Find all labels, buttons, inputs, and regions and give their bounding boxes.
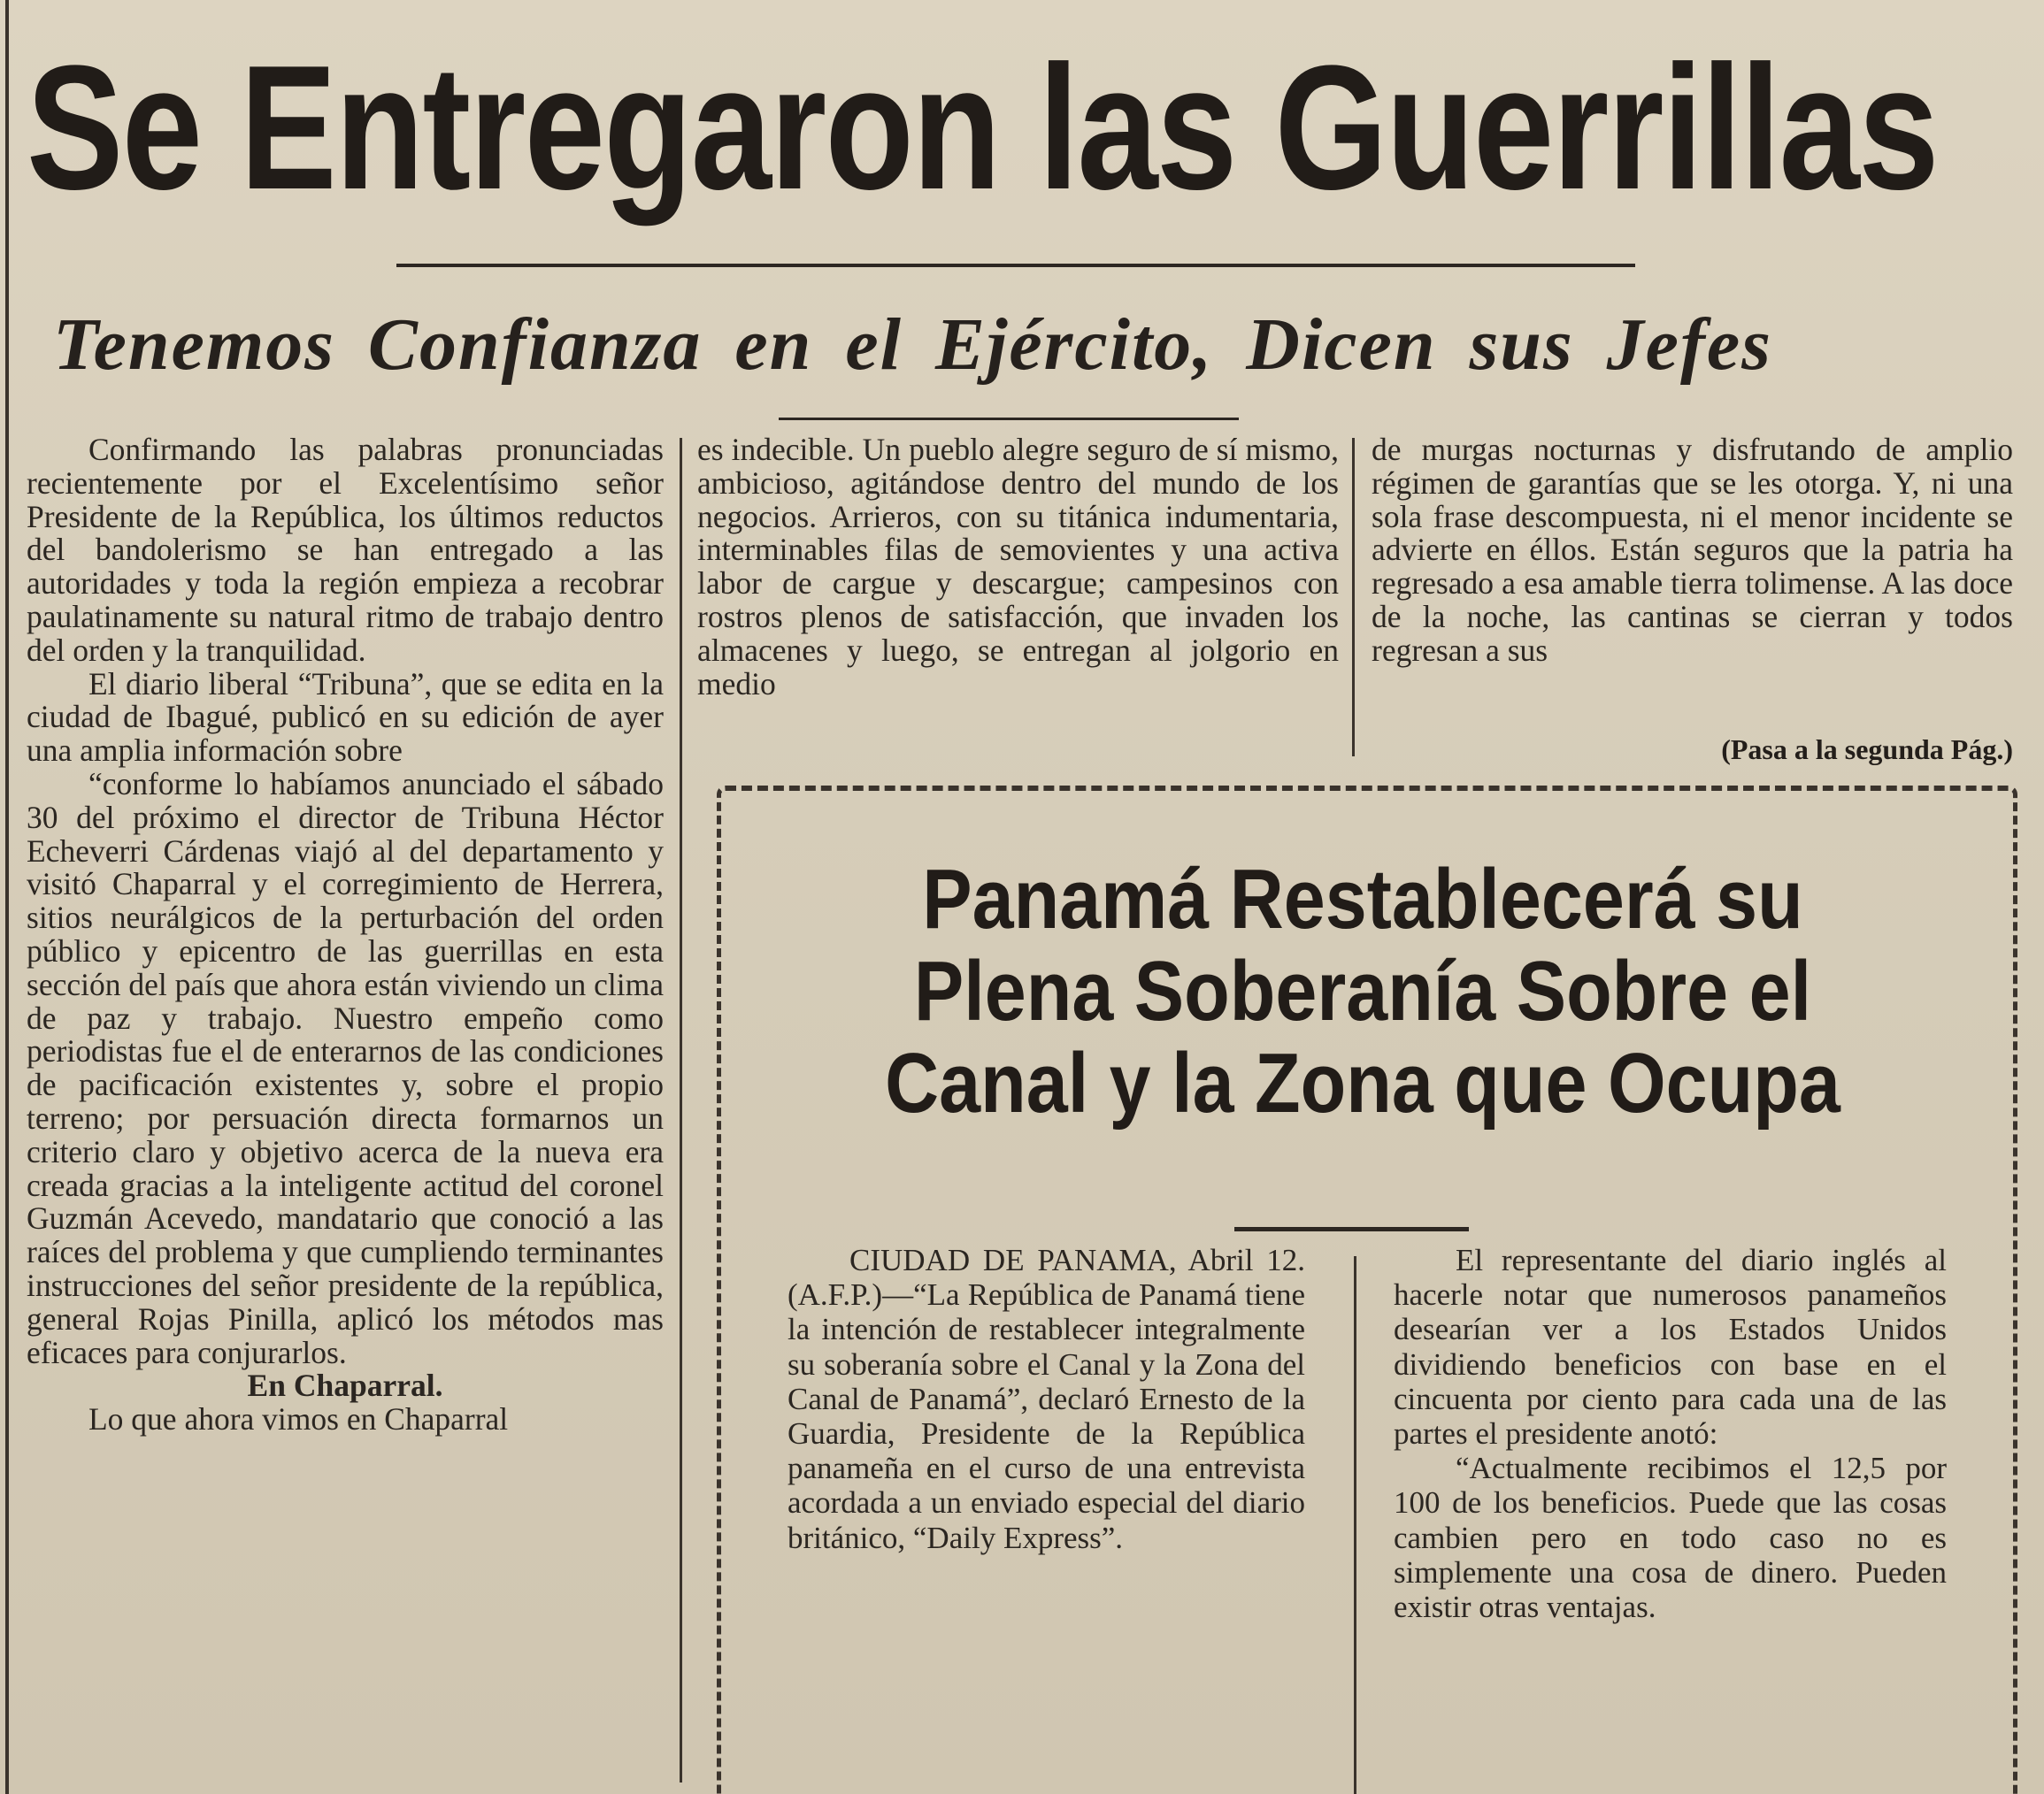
subheadline: Tenemos Confianza en el Ejército, Dicen sus Jefes (53, 303, 1772, 386)
article2-paragraph: El representante del diario inglés al hacerle notar que numerosos panameños desearían ver a los Estados Unidos dividiendo beneficios con base en el cincuenta por ciento para cada una de las partes el presidente anotó: (1394, 1243, 1947, 1452)
column-divider (680, 438, 682, 1782)
headline-rule (396, 264, 1635, 267)
article1-column2 (697, 433, 1339, 701)
article2-headline (730, 854, 1995, 1130)
article1-continuation-note: (Pasa a la segunda Pág.) (1721, 733, 2013, 765)
article1-column1 (27, 433, 664, 1437)
article1-paragraph: de murgas nocturnas y disfrutando de amplio régimen de garantías que se les otorga. Y, ni una sola frase descompuesta, ni el menor incidente se advierte en éllos. Están seguros que la patria ha regresado a esa amable tierra tolimense. A las doce de la noche, las cantinas se cierran y todos regresan a sus (1372, 432, 2013, 668)
article2-headline-line: Canal y la Zona que Ocupa (885, 1036, 1840, 1131)
article1-subhead: En Chaparral. (247, 1368, 443, 1404)
article2-column2 (1394, 1243, 1947, 1624)
main-headline: Se Entregaron las Guerrillas (27, 29, 1938, 226)
column-divider (1352, 438, 1355, 756)
article2-headline-rule (1234, 1227, 1469, 1231)
article2-headline-line: Plena Soberanía Sobre el (913, 944, 1812, 1039)
article2-paragraph: CIUDAD DE PANAMA, Abril 12. (A.F.P.)—“La República de Panamá tiene la intención de restablecer integralmente su soberanía sobre el Canal y la Zona del Canal de Panamá”, declaró Ernesto de la Guardia, Presidente de la República panameña en el curso de una entrevista acordada a un enviado especial del diario británico, “Daily Express”. (788, 1243, 1305, 1555)
article2-headline-line: Panamá Restablecerá su (922, 852, 1803, 947)
article2-column1 (788, 1243, 1305, 1555)
article1-paragraph: es indecible. Un pueblo alegre seguro de sí mismo, ambicioso, agitándose dentro del mundo de los negocios. Arrieros, con su titánica indumentaria, interminables filas de semovientes y una activa labor de cargue y descargue; campesinos con rostros plenos de satisfacción, que invaden los almacenes y luego, se entregan al jolgorio en medio (697, 432, 1339, 702)
article1-paragraph: Lo que ahora vimos en Chaparral (88, 1401, 509, 1438)
article1-paragraph: Confirmando las palabras pronunciadas recientemente por el Excelentísimo señor Presidente de la República, los últimos reductos del bandolerismo se han entregado a las autoridades y toda la región empieza a recobrar paulatinamente su natural ritmo de trabajo dentro del orden y la tranquilidad. (27, 432, 664, 668)
left-margin-rule (5, 0, 9, 1794)
column-divider (1354, 1256, 1356, 1794)
article1-paragraph: El diario liberal “Tribuna”, que se edita en la ciudad de Ibagué, publicó en su edición de ayer una amplia información sobre (27, 665, 664, 769)
article1-column3 (1372, 433, 2013, 668)
subheadline-rule (779, 418, 1239, 420)
article1-quote-paragraph: “conforme lo habíamos anunciado el sábado 30 del próximo el director de Tribuna Héctor Echeverri Cárdenas viajó al del departamento y visitó Chaparral y el corregimiento de Herrera, sitios neurálgicos de la perturbación del orden público y epicentro de las guerrillas en esta sección del país que ahora están viviendo un clima de paz y trabajo. Nuestro empeño como periodistas fue el de enterarnos de las condiciones de pacificación existentes y, sobre el propio terreno; por persuación directa formarnos un criterio claro y objetivo acerca de la nueva era creada gracias a la inteligente actitud del coronel Guzmán Acevedo, mandatario que conoció a las raíces del problema y que cumpliendo terminantes instrucciones del señor presidente de la república, general Rojas Pinilla, aplicó los métodos mas eficaces para conjurarlos. (27, 765, 664, 1370)
article2-paragraph: “Actualmente recibimos el 12,5 por 100 de los beneficios. Puede que las cosas cambien pero en todo caso no es simplemente una cosa de dinero. Pueden existir otras ventajas. (1394, 1451, 1947, 1625)
